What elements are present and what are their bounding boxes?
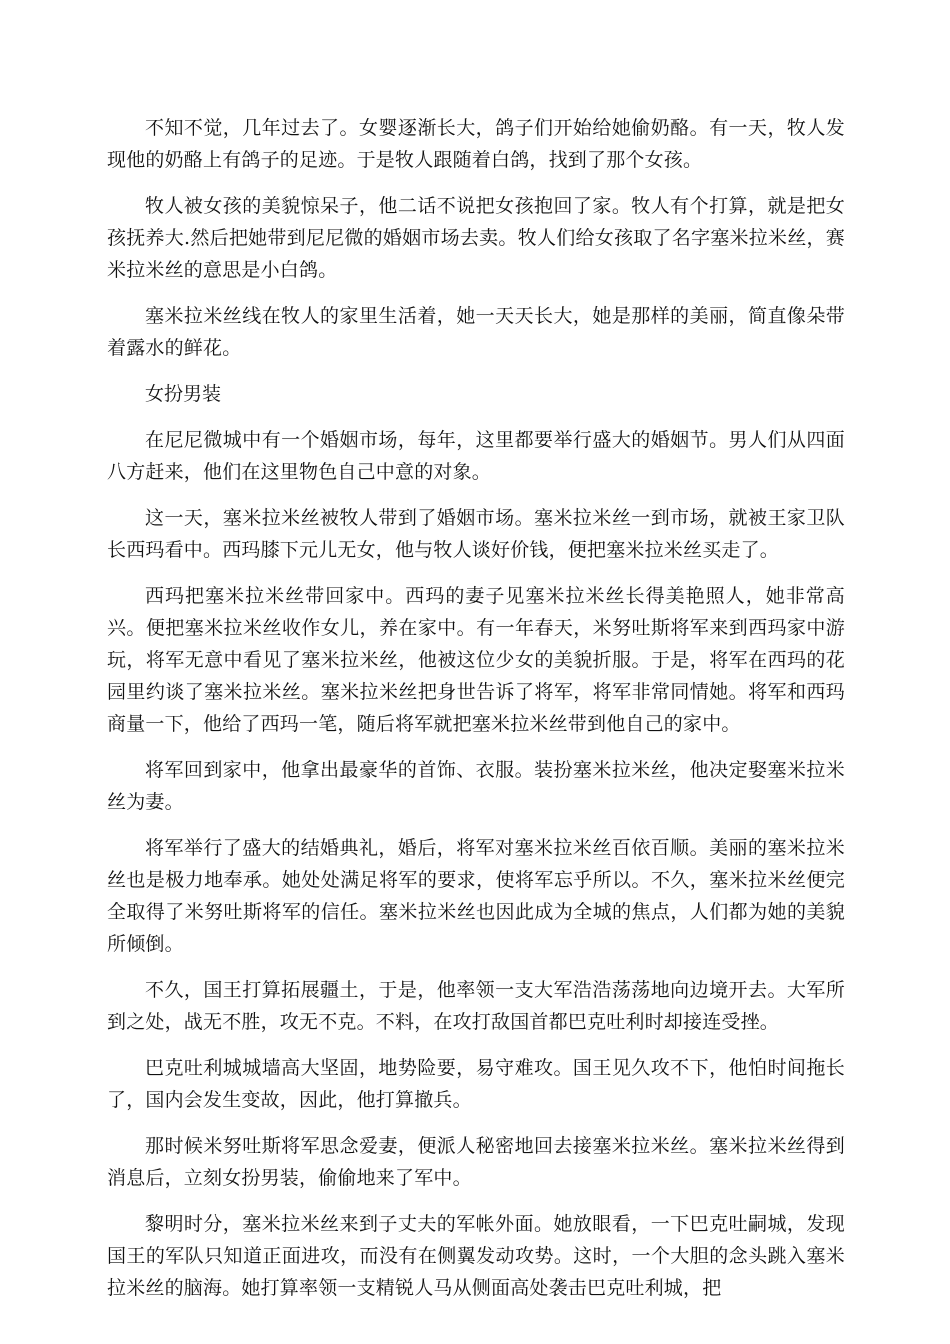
paragraph: 将军举行了盛大的结婚典礼，婚后，将军对塞米拉米丝百依百顺。美丽的塞米拉米丝也是极力地奉承。她处处满足将军的要求，使将军忘乎所以。不久，塞米拉米丝便完全取得了米努吐斯将军的信任。塞米拉米丝也因此成为全城的焦点，人们都为她的美貌所倾倒。 (107, 837, 845, 955)
paragraph: 那时候米努吐斯将军思念爱妻，便派人秘密地回去接塞米拉米丝。塞米拉米丝得到消息后，立刻女扮男装，偷偷地来了军中。 (107, 1135, 845, 1189)
paragraph: 将军回到家中，他拿出最豪华的首饰、衣服。装扮塞米拉米丝，他决定娶塞米拉米丝为妻。 (107, 759, 845, 813)
document-page (107, 112, 845, 1318)
paragraph: 牧人被女孩的美貌惊呆子，他二话不说把女孩抱回了家。牧人有个打算，就是把女孩抚养大.然后把她带到尼尼微的婚姻市场去卖。牧人们给女孩取了名字塞米拉米丝，赛米拉米丝的意思是小白鸽。 (107, 195, 845, 281)
paragraph: 这一天，塞米拉米丝被牧人带到了婚姻市场。塞米拉米丝一到市场，就被王家卫队长西玛看中。西玛膝下元儿无女，他与牧人谈好价钱，便把塞米拉米丝买走了。 (107, 507, 845, 561)
paragraph: 不知不觉，几年过去了。女婴逐渐长大，鸽子们开始给她偷奶酪。有一天，牧人发现他的奶酪上有鸽子的足迹。于是牧人跟随着白鸽，找到了那个女孩。 (107, 117, 845, 171)
section-heading: 女扮男装 (145, 383, 222, 405)
paragraph: 不久，国王打算拓展疆土，于是，他率领一支大军浩浩荡荡地向边境开去。大军所到之处，战无不胜，攻无不克。不料，在攻打敌国首都巴克吐利时却接连受挫。 (107, 979, 845, 1033)
paragraph: 巴克吐利城城墙高大坚固，地势险要，易守难攻。国王见久攻不下，他怕时间拖长了，国内会发生变故，因此，他打算撤兵。 (107, 1057, 845, 1111)
paragraph: 在尼尼微城中有一个婚姻市场，每年，这里都要举行盛大的婚姻节。男人们从四面八方赶来，他们在这里物色自己中意的对象。 (107, 429, 845, 483)
paragraph: 西玛把塞米拉米丝带回家中。西玛的妻子见塞米拉米丝长得美艳照人，她非常高兴。便把塞米拉米丝收作女儿，养在家中。有一年春天，米努吐斯将军来到西玛家中游玩，将军无意中看见了塞米拉米丝，他被这位少女的美貌折服。于是，将军在西玛的花园里约谈了塞米拉米丝。塞米拉米丝把身世告诉了将军，将军非常同情她。将军和西玛商量一下，他给了西玛一笔，随后将军就把塞米拉米丝带到他自己的家中。 (107, 585, 845, 735)
paragraph: 塞米拉米丝线在牧人的家里生活着，她一天天长大，她是那样的美丽，简直像朵带着露水的鲜花。 (107, 305, 845, 359)
paragraph: 黎明时分，塞米拉米丝来到子丈夫的军帐外面。她放眼看，一下巴克吐嗣城，发现国王的军队只知道正面进攻，而没有在侧翼发动攻势。这时，一个大胆的念头跳入塞米拉米丝的脑海。她打算率领一支精锐人马从侧面高处袭击巴克吐利城，把 (107, 1213, 845, 1299)
